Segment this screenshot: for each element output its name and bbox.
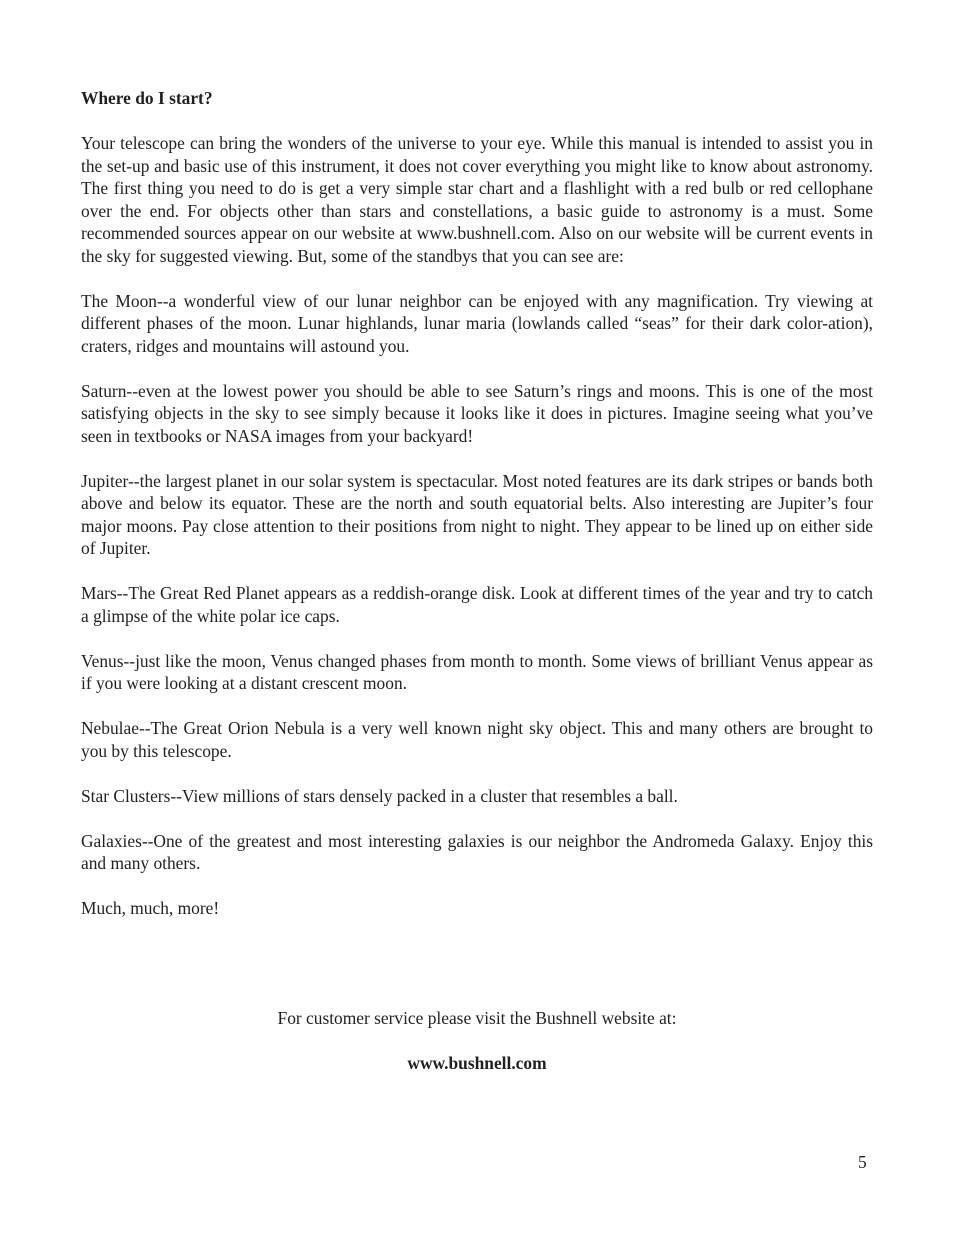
moon-paragraph: The Moon--a wonderful view of our lunar neighbor can be enjoyed with any magnification. Try viewing at different phases of the moon. Lunar highlands, lunar maria (lowlands called “seas” for their dark color-ation), craters, ridges and mountains will astound you. (81, 290, 873, 356)
website-link[interactable]: www.bushnell.com (407, 1053, 547, 1073)
galaxies-paragraph: Galaxies--One of the greatest and most interesting galaxies is our neighbor the Andromeda Galaxy. Enjoy this and many others. (81, 830, 873, 873)
intro-paragraph: Your telescope can bring the wonders of the universe to your eye. While this manual is intended to assist you in the set-up and basic use of this instrument, it does not cover everything you might like to know about astronomy. The first thing you need to do is get a very simple star chart and a flashlight with a red bulb or red cellophane over the end. For objects other than stars and constellations, a basic guide to astronomy is a must. Some recommended sources appear on our website at www.bushnell.com. Also on our website will be current events in the sky for suggested viewing. But, some of the standbys that you can see are: (81, 133, 873, 266)
page-number: 5 (858, 1152, 867, 1172)
main-content (81, 87, 873, 942)
saturn-paragraph: Saturn--even at the lowest power you should be able to see Saturn’s rings and moons. This is one of the most satisfying objects in the sky to see simply because it looks like it does in pictures. Imagine seeing what you’ve seen in textbooks or NASA images from your backyard! (81, 380, 873, 446)
customer-service-text: For customer service please visit the Bushnell website at: (277, 1008, 677, 1028)
star-clusters-paragraph: Star Clusters--View millions of stars densely packed in a cluster that resembles a ball. (81, 785, 678, 806)
venus-paragraph: Venus--just like the moon, Venus changed phases from month to month. Some views of brilliant Venus appear as if you were looking at a distant crescent moon. (81, 650, 873, 693)
mars-paragraph: Mars--The Great Red Planet appears as a reddish-orange disk. Look at different times of the year and try to catch a glimpse of the white polar ice caps. (81, 583, 873, 626)
section-heading: Where do I start? (81, 88, 213, 108)
jupiter-paragraph: Jupiter--the largest planet in our solar system is spectacular. Most noted features are its dark stripes or bands both above and below its equator. These are the north and south equatorial belts. Also interesting are Jupiter’s four major moons. Pay close attention to their positions from night to night. They appear to be lined up on either side of Jupiter. (81, 470, 873, 558)
nebulae-paragraph: Nebulae--The Great Orion Nebula is a very well known night sky object. This and many others are brought to you by this telescope. (81, 718, 873, 761)
closing-paragraph: Much, much, more! (81, 898, 220, 918)
